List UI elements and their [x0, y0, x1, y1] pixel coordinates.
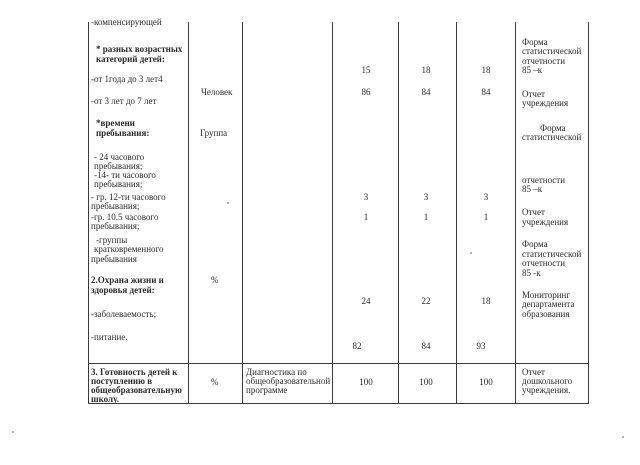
- table-col-divider-3: [332, 22, 333, 404]
- value-nutrition-y3: 93: [476, 341, 486, 351]
- row-label-short-stay-3: пребывания: [91, 254, 137, 264]
- row-header-health-2: здоровья детей:: [91, 285, 155, 295]
- value-12h-y2: 3: [423, 192, 429, 202]
- source-form-1-3: отчетности: [522, 56, 566, 66]
- value-morbidity-y3: 18: [481, 296, 491, 306]
- table-col-divider-1: [188, 22, 189, 404]
- unit-groups: Группа: [200, 128, 228, 138]
- value-nutrition-y2: 84: [421, 341, 431, 351]
- unit-percent-health: %: [211, 275, 219, 285]
- row-label-morbidity: -заболеваемость;: [91, 309, 157, 319]
- table-border-right: [588, 22, 589, 404]
- source-monitoring-3: образования: [522, 309, 570, 319]
- source-form-1-2: статистической: [522, 46, 582, 56]
- row-header-age-categories-2: категорий детей:: [96, 54, 165, 64]
- source-form-3: Форма: [522, 239, 548, 249]
- row-label-24h: - 24 часового: [94, 152, 145, 162]
- row-header-school-readiness-2: поступлению в: [91, 376, 153, 386]
- source-form-3-2: статистической: [522, 249, 582, 259]
- source-report-3-3: учреждения.: [522, 385, 571, 395]
- row-label-nutrition: -питание.: [91, 332, 128, 342]
- row-label-short-stay-2: кратковременного: [94, 244, 164, 254]
- row-header-school-readiness-3: общеобразовательную: [91, 385, 182, 395]
- source-form-3-3: отчетности: [522, 258, 566, 268]
- row-label-age-3-7: -от 3 лет до 7 лет: [91, 96, 157, 106]
- row-label-24h-2: пребывания;: [94, 161, 143, 171]
- value-age-3-7-y2: 84: [421, 87, 431, 97]
- source-form-2: Форма: [540, 123, 566, 133]
- table-border-left: [88, 22, 89, 404]
- table-col-divider-6: [515, 22, 516, 404]
- value-school-y1: 100: [359, 377, 373, 387]
- row-header-health: 2.Охрана жизни и: [91, 275, 164, 285]
- source-report-2-2: учреждения: [522, 217, 569, 227]
- scan-speck: [227, 202, 229, 204]
- value-10-5h-y3: 1: [483, 212, 489, 222]
- row-label-10-5h-2: пребывания;: [91, 221, 140, 231]
- value-age-1-3-y2: 18: [421, 65, 431, 75]
- source-monitoring: Мониторинг: [522, 290, 571, 300]
- value-age-3-7-y1: 86: [361, 87, 371, 97]
- value-10-5h-y2: 1: [423, 212, 429, 222]
- source-report-3: Отчет: [522, 367, 545, 377]
- scan-speck: [470, 252, 472, 254]
- scan-speck: [12, 431, 14, 433]
- row-label-12h-2: пребывания;: [91, 201, 140, 211]
- row-label-12h: - гр. 12-ти часового: [91, 192, 166, 202]
- table-col-divider-5: [456, 22, 457, 404]
- value-12h-y3: 3: [483, 192, 489, 202]
- value-age-3-7-y3: 84: [481, 87, 491, 97]
- method-diagnostics-2: общеобразовательной: [246, 376, 331, 386]
- source-form-1-4: 85 –к: [522, 65, 543, 75]
- source-report-1-2: учреждения: [522, 98, 569, 108]
- source-report-3-2: дошкольного: [522, 376, 573, 386]
- source-report-1: Отчет: [522, 89, 545, 99]
- table-col-divider-2: [242, 22, 243, 404]
- source-report-2: Отчет: [522, 207, 545, 217]
- row-header-school-readiness-4: школу.: [91, 394, 119, 404]
- row-label-age-1-3: -от 1года до 3 лет4: [91, 74, 163, 84]
- source-monitoring-2: департамента: [522, 299, 575, 309]
- row-label-10-5h: -гр. 10.5 часового: [91, 212, 159, 222]
- method-diagnostics: Диагностика по: [246, 367, 307, 377]
- value-nutrition-y1: 82: [352, 341, 362, 351]
- row-label-compensating: -компенсирующей: [91, 17, 162, 27]
- unit-percent-school: %: [211, 377, 219, 387]
- source-form-1: Форма: [522, 37, 548, 47]
- row-divider-1: [88, 363, 589, 364]
- source-form-2-3: отчетности: [522, 175, 566, 185]
- source-form-3-4: 85 -к: [522, 268, 541, 278]
- row-label-14h-2: пребывания;: [94, 179, 143, 189]
- row-header-school-readiness: 3. Готовность детей к: [91, 367, 178, 377]
- row-header-stay-time-2: пребывания:: [96, 128, 150, 138]
- row-label-short-stay: -группы: [96, 235, 128, 245]
- source-form-2-2: статистической: [522, 132, 582, 142]
- method-diagnostics-3: программе: [246, 385, 288, 395]
- value-10-5h-y1: 1: [363, 212, 369, 222]
- unit-persons: Человек: [201, 87, 233, 97]
- row-header-stay-time: *времени: [96, 118, 135, 128]
- scan-speck: [622, 436, 624, 438]
- value-morbidity-y1: 24: [361, 296, 371, 306]
- value-age-1-3-y1: 15: [361, 65, 371, 75]
- value-school-y3: 100: [479, 377, 493, 387]
- row-label-14h: -14- ти часового: [94, 170, 156, 180]
- source-form-2-4: 85 –к: [522, 184, 543, 194]
- value-12h-y1: 3: [363, 192, 369, 202]
- table-col-divider-4: [398, 22, 399, 404]
- table-border-bottom: [88, 403, 589, 404]
- value-school-y2: 100: [419, 377, 433, 387]
- value-morbidity-y2: 22: [421, 296, 431, 306]
- row-header-age-categories: * разных возрастных: [96, 44, 183, 54]
- value-age-1-3-y3: 18: [481, 65, 491, 75]
